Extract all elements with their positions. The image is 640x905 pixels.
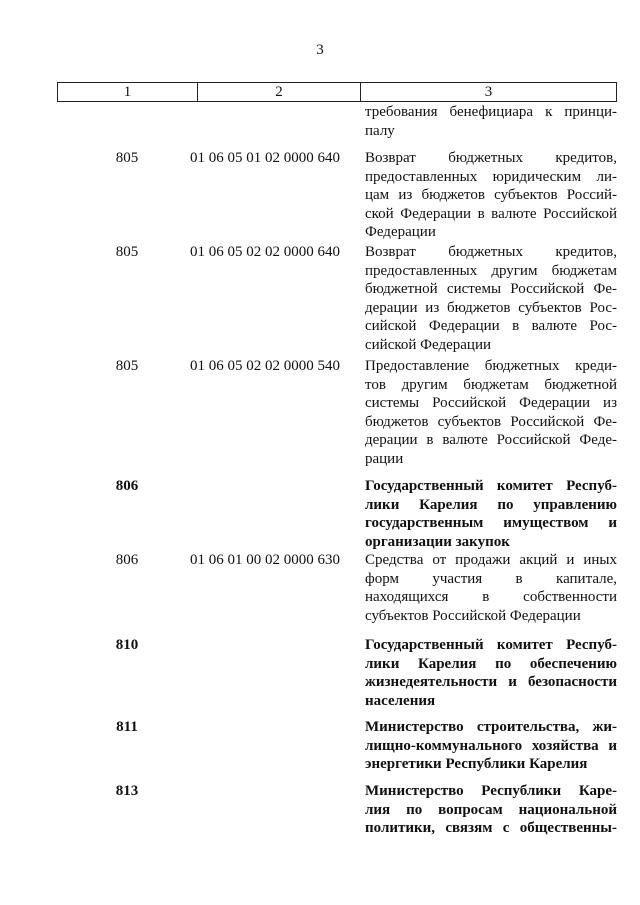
text-line: Федерации: [365, 224, 436, 240]
row-name: [365, 551, 617, 625]
text-line: населения: [365, 692, 436, 709]
text-line: лики Карелия по обеспечению: [365, 655, 617, 672]
admin-code: 806: [115, 552, 139, 568]
text-line: дерации из бюджетов субъектов Рос-: [365, 299, 617, 316]
kbk-code: 01 06 05 01 02 0000 640: [190, 150, 340, 166]
admin-code: 810: [115, 637, 139, 653]
text-line: Государственный комитет Респуб-: [365, 637, 617, 653]
text-line: форм участия в капитале,: [365, 570, 617, 587]
admin-code: 813: [115, 783, 139, 799]
text-line: Государственный комитет Респуб-: [365, 478, 617, 494]
text-line: системы Российской Федерации из: [365, 395, 617, 411]
admin-code: 806: [115, 478, 139, 494]
text-line: государственным имуществом и: [365, 515, 617, 531]
row-name: [365, 357, 617, 468]
admin-code: 811: [116, 719, 138, 735]
text-line: бюджетов субъектов Российской Фе-: [365, 413, 617, 430]
header-col-1: 1: [58, 83, 198, 101]
text-line: палу: [365, 122, 395, 139]
text-line: организации закупок: [365, 533, 510, 550]
text-line: Министерство Республики Каре-: [365, 783, 617, 799]
text-line: находящихся в собственности: [365, 589, 617, 605]
text-line: бюджетной системы Российской Фе-: [365, 281, 617, 297]
admin-code: 805: [115, 150, 139, 166]
text-line: энергетики Республики Карелия: [365, 756, 588, 772]
text-line: лия по вопросам национальной: [365, 801, 617, 818]
row-name: [365, 782, 617, 838]
row-name: [365, 149, 617, 242]
row-name: [365, 718, 617, 774]
row-name: [365, 477, 617, 551]
table-header: [57, 82, 617, 102]
admin-code: 805: [115, 358, 139, 374]
text-line: политики, связям с общественны-: [365, 820, 617, 836]
text-line: цам из бюджетов субъектов Россий-: [365, 187, 617, 203]
header-col-3: 3: [484, 84, 493, 100]
kbk-code: 01 06 01 00 02 0000 630: [190, 552, 340, 568]
text-line: Возврат бюджетных кредитов,: [365, 150, 617, 166]
text-line: сийской Федерации: [365, 336, 492, 353]
row-name: [365, 636, 617, 710]
text-line: рации: [365, 450, 404, 467]
kbk-code: 01 06 05 02 02 0000 640: [190, 244, 340, 260]
header-col-2: 2: [198, 83, 361, 101]
continuation-text: [365, 103, 617, 140]
text-line: Возврат бюджетных кредитов,: [365, 244, 617, 260]
admin-code: 805: [115, 244, 139, 260]
text-line: Предоставление бюджетных креди-: [365, 358, 617, 374]
row-name: [365, 243, 617, 354]
text-line: сийской Федерации в валюте Рос-: [365, 318, 617, 334]
text-line: жизнедеятельности и безопасности: [365, 674, 617, 690]
text-line: требования бенефициара к принци-: [365, 104, 617, 120]
text-line: дерации в валюте Российской Феде-: [365, 432, 617, 448]
text-line: лики Карелия по управлению: [365, 496, 617, 513]
text-line: тов другим бюджетам бюджетной: [365, 376, 617, 393]
page-number: 3: [316, 42, 324, 58]
text-line: лищно-коммунального хозяйства и: [365, 737, 617, 754]
kbk-code: 01 06 05 02 02 0000 540: [190, 358, 340, 374]
text-line: предоставленных юридическим ли-: [365, 168, 617, 185]
text-line: ской Федерации в валюте Российской: [365, 205, 617, 222]
text-line: Средства от продажи акций и иных: [365, 552, 617, 568]
text-line: Министерство строительства, жи-: [365, 719, 617, 735]
text-line: субъектов Российской Федерации: [365, 607, 581, 624]
text-line: предоставленных другим бюджетам: [365, 262, 617, 279]
